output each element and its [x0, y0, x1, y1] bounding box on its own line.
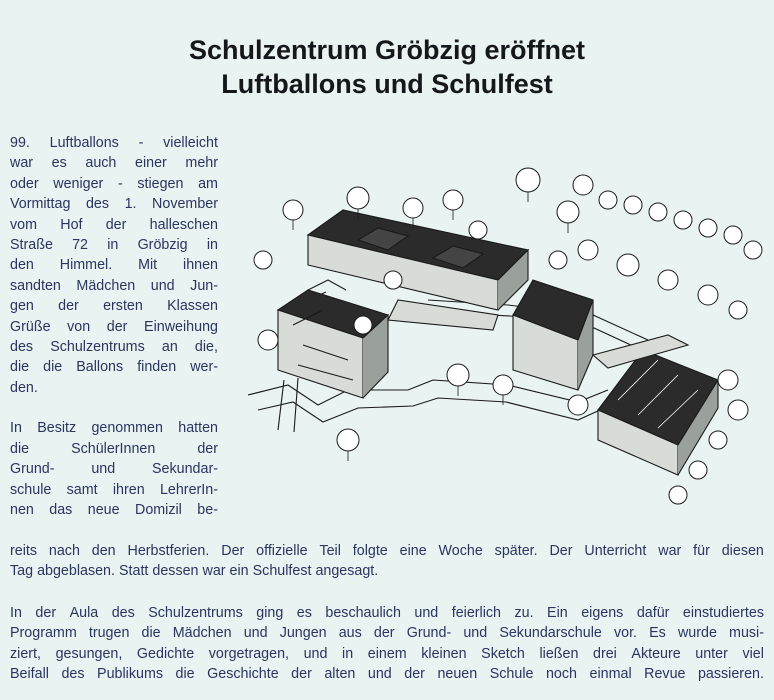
word: sandten — [10, 277, 61, 294]
word: Es — [649, 625, 666, 642]
word: Aula — [69, 605, 99, 621]
word: folgte — [352, 543, 388, 559]
word: vielleicht — [163, 135, 218, 151]
headline-line-2: Luftballons und Schulfest — [221, 69, 553, 99]
text-line — [10, 480, 218, 500]
word: beschaulich — [325, 605, 401, 621]
word: einstudiertes — [682, 605, 764, 621]
word: mehr — [185, 155, 218, 172]
word: Jungen — [279, 625, 327, 642]
word: vom — [10, 216, 38, 233]
word: den. — [10, 379, 38, 396]
word: und — [303, 645, 328, 662]
word: einer — [135, 155, 167, 172]
word: neuen — [437, 666, 478, 683]
word: der — [291, 666, 312, 683]
word: ihnen — [183, 257, 218, 274]
word: für — [693, 543, 710, 559]
word: Grund- — [10, 461, 55, 478]
word: des — [111, 605, 135, 621]
word: musi- — [729, 625, 764, 642]
word: In — [10, 605, 22, 621]
word: Ballons — [76, 359, 124, 376]
word: nen — [10, 502, 34, 519]
word: die — [175, 666, 195, 683]
word: ihren — [112, 481, 145, 498]
word: oder — [10, 175, 39, 192]
word: Grüße — [10, 318, 51, 335]
word: die — [10, 440, 30, 457]
article-headline — [0, 33, 774, 101]
word: Domizil — [135, 502, 182, 519]
text-line — [10, 133, 218, 153]
word: Woche — [438, 543, 483, 559]
word: gen — [10, 298, 34, 315]
word: trugen — [88, 625, 130, 642]
word: Schulzentrums — [148, 605, 243, 621]
text-line — [10, 664, 764, 684]
word: Ein — [547, 605, 568, 621]
word: den — [91, 543, 116, 559]
word: gesungen, — [55, 645, 123, 662]
text-line — [10, 276, 218, 296]
word: 72 — [72, 236, 89, 253]
word: feierlich — [451, 605, 501, 621]
word: angesagt. — [315, 563, 379, 580]
word: am — [198, 175, 218, 192]
word: drei — [593, 645, 617, 662]
text-line — [10, 296, 218, 316]
word: die — [10, 359, 30, 376]
word: den — [10, 257, 34, 274]
word: und — [150, 277, 175, 294]
word: war — [10, 155, 34, 172]
article-column-text — [10, 133, 218, 520]
word: Herbstferien. — [127, 543, 210, 559]
word: dessen — [152, 563, 199, 580]
word: Akteure — [631, 645, 681, 662]
word: von — [67, 318, 91, 335]
word: der — [105, 216, 127, 233]
text-line — [10, 500, 218, 520]
word: Der — [221, 543, 245, 559]
word: und — [367, 666, 392, 683]
word: an — [161, 338, 178, 355]
word: und — [243, 625, 268, 642]
word: Tag — [10, 563, 34, 580]
word: unter — [695, 645, 728, 662]
word: Publikums — [97, 666, 163, 683]
word: Straße — [10, 236, 53, 253]
word: Jun- — [190, 277, 218, 294]
word: Mädchen — [76, 277, 136, 294]
word: In — [10, 420, 22, 437]
word: nach — [48, 543, 80, 559]
word: Der — [549, 543, 573, 559]
word: genommen — [91, 420, 163, 437]
text-line — [10, 561, 764, 581]
word: Programm — [10, 625, 77, 642]
word: der — [197, 440, 218, 457]
word: abgeblasen. — [37, 563, 115, 580]
word: wer- — [190, 359, 218, 376]
word: offizielle — [256, 543, 308, 559]
word: einmal — [589, 666, 632, 683]
word: ziert, — [10, 645, 41, 662]
text-line — [10, 459, 218, 479]
word: 1. — [124, 196, 137, 213]
word: be- — [197, 502, 218, 519]
word: Unterricht — [584, 543, 647, 559]
word: der — [106, 318, 128, 335]
text-line — [10, 603, 764, 623]
word: Schulzentrums — [50, 338, 145, 355]
word: November — [152, 196, 218, 213]
word: auch — [85, 155, 117, 172]
word: des — [61, 666, 85, 683]
word: Gedichte — [136, 645, 195, 662]
word: es — [296, 605, 312, 621]
text-line — [10, 644, 764, 664]
word: viel — [742, 645, 764, 662]
word: und — [91, 461, 116, 478]
word: dafür — [636, 605, 670, 621]
word: ein — [229, 563, 249, 580]
word: - — [117, 175, 123, 192]
word: war — [658, 543, 682, 559]
word: - — [138, 135, 144, 151]
word: und — [463, 625, 488, 642]
word: das — [49, 502, 73, 519]
word: Gröbzig — [137, 236, 188, 253]
text-line — [10, 235, 218, 255]
word: Teil — [319, 543, 341, 559]
word: Mädchen — [172, 625, 232, 642]
word: die — [43, 359, 63, 376]
word: hatten — [178, 420, 218, 437]
word: halleschen — [149, 216, 218, 233]
word: Geschichte — [207, 666, 279, 683]
word: zu. — [514, 605, 534, 621]
word: Klassen — [167, 298, 218, 315]
word: Statt — [118, 563, 149, 580]
school-building-illustration — [248, 140, 768, 520]
word: noch — [545, 666, 577, 683]
text-line — [10, 194, 218, 214]
word: passieren. — [697, 666, 764, 683]
text-line — [10, 337, 218, 357]
word: Sekundar- — [152, 461, 218, 478]
word: aus — [338, 625, 362, 642]
word: Schulfest — [252, 563, 312, 580]
word: SchülerInnen — [71, 440, 156, 457]
word: Schule — [489, 666, 534, 683]
word: weniger — [53, 175, 104, 192]
word: war — [202, 563, 226, 580]
word: der — [35, 605, 57, 621]
word: 99. — [10, 135, 30, 151]
word: finden — [137, 359, 177, 376]
article-continuation-text — [10, 541, 764, 582]
word: eine — [399, 543, 427, 559]
word: alten — [324, 666, 356, 683]
word: Beifall — [10, 666, 49, 683]
word: Grund- — [406, 625, 452, 642]
text-line — [10, 623, 764, 643]
word: Mit — [138, 257, 158, 274]
word: die, — [194, 338, 218, 355]
word: die — [141, 625, 161, 642]
text-line — [10, 255, 218, 275]
text-line — [10, 153, 218, 173]
word: vorgetragen, — [208, 645, 290, 662]
word: ersten — [103, 298, 143, 315]
word: Hof — [60, 216, 83, 233]
text-line — [10, 357, 218, 377]
word: wurde — [677, 625, 717, 642]
word: der — [58, 298, 79, 315]
word: reits — [10, 543, 38, 559]
word: ging — [256, 605, 284, 621]
word: neue — [87, 502, 120, 519]
word: Sketch — [481, 645, 525, 662]
word: LehrerIn- — [159, 481, 218, 498]
text-line — [10, 378, 218, 398]
word: in — [107, 236, 119, 253]
text-line — [10, 398, 218, 418]
text-line — [10, 215, 218, 235]
word: und — [414, 605, 439, 621]
word: des — [10, 338, 34, 355]
word: Vormittag — [10, 196, 71, 213]
word: es — [51, 155, 67, 172]
word: der — [373, 625, 395, 642]
word: diesen — [721, 543, 764, 559]
word: stiegen — [137, 175, 184, 192]
word: Revue — [644, 666, 686, 683]
word: der — [404, 666, 425, 683]
word: Luftballons — [49, 135, 119, 151]
text-line — [10, 317, 218, 337]
word: des — [85, 196, 110, 213]
word: ließen — [539, 645, 579, 662]
word: Sekundarschule — [499, 625, 602, 642]
word: samt — [66, 481, 98, 498]
word: in — [206, 236, 218, 253]
text-line — [10, 541, 764, 561]
text-line — [10, 174, 218, 194]
word: vor. — [613, 625, 638, 642]
word: kleinen — [421, 645, 467, 662]
article-aula-paragraph — [10, 603, 764, 685]
word: später. — [494, 543, 538, 559]
word: Himmel. — [59, 257, 113, 274]
word: in — [342, 645, 354, 662]
text-line — [10, 439, 218, 459]
headline-line-1: Schulzentrum Gröbzig eröffnet — [188, 35, 585, 65]
word: eigens — [581, 605, 624, 621]
text-line — [10, 418, 218, 438]
word: einem — [367, 645, 407, 662]
word: Einweihung — [144, 318, 218, 335]
word: schule — [10, 481, 52, 498]
word: Besitz — [37, 420, 77, 437]
